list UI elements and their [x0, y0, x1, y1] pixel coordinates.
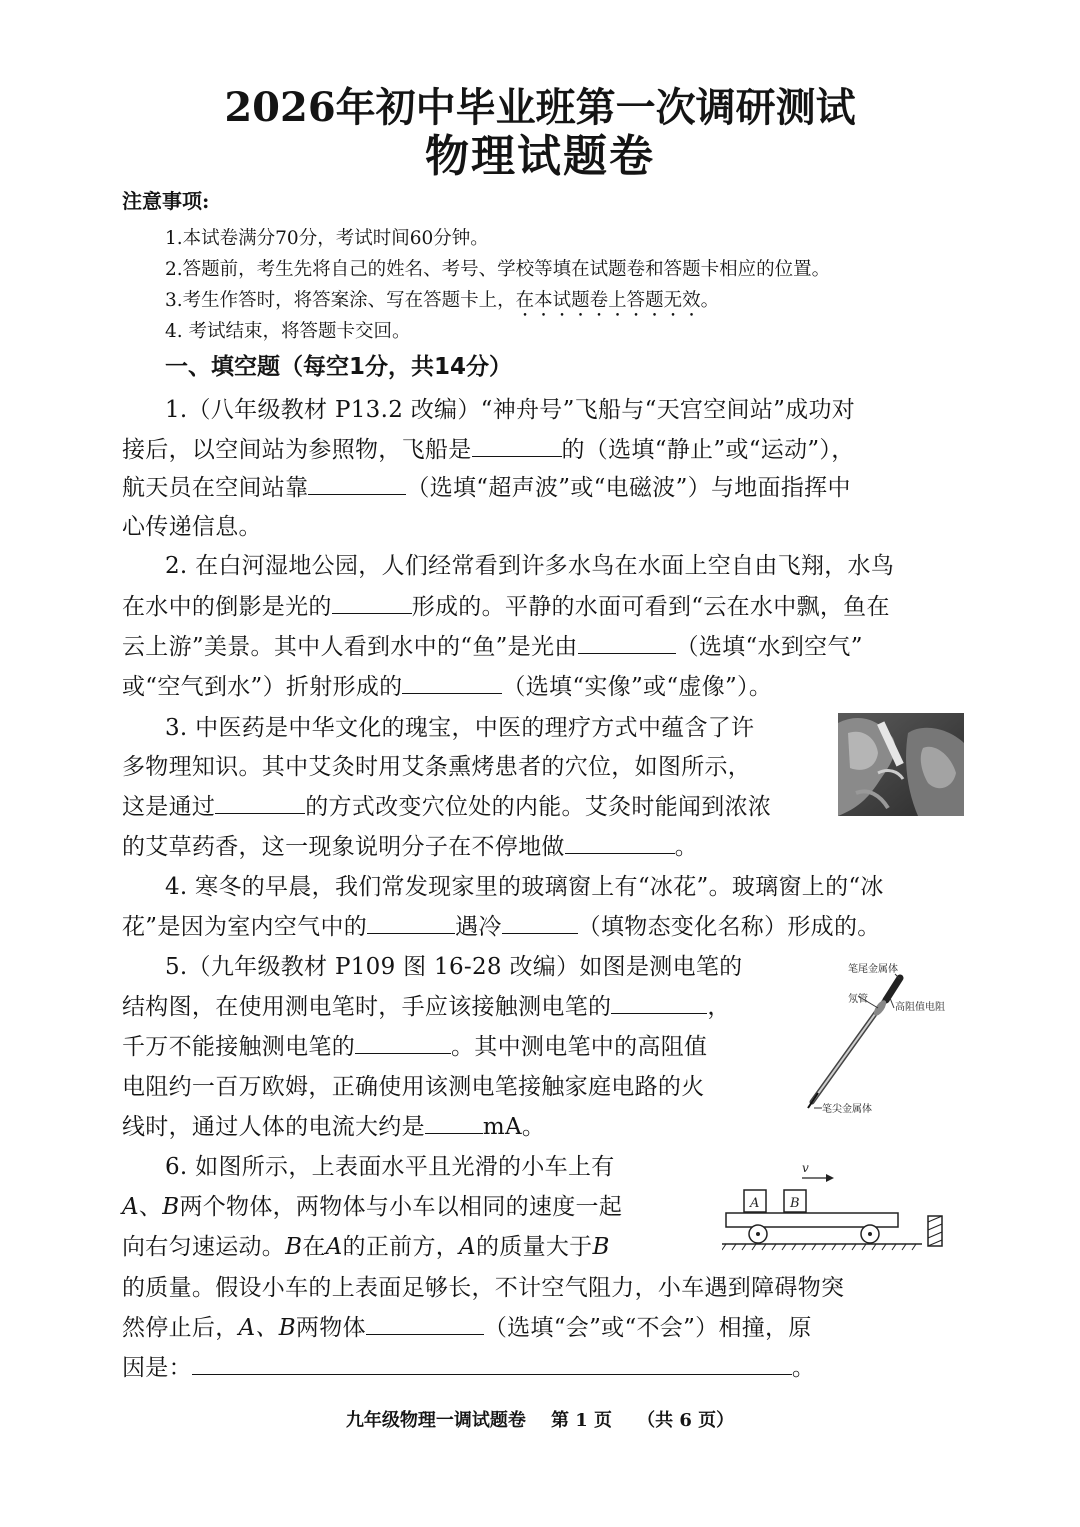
- q6-text: B: [162, 1194, 180, 1220]
- q6-text: 、: [138, 1194, 163, 1220]
- q5-text: mA。: [482, 1114, 546, 1140]
- label-tail-metal: 笔尾金属体: [848, 964, 898, 975]
- answer-blank[interactable]: [308, 470, 406, 495]
- notice-item-4: 4. 考试结束，将答题卡交回。: [165, 321, 411, 342]
- q2-line-1: 2. 在白河湿地公园，人们经常看到许多水鸟在水面上空自由飞翔，水鸟: [165, 553, 895, 579]
- q6-text: A: [459, 1234, 476, 1260]
- answer-blank[interactable]: [611, 989, 707, 1014]
- label-neon-tube: 氖管: [848, 994, 868, 1005]
- q4-text: 遇冷: [455, 914, 502, 940]
- q6-text: A: [122, 1194, 139, 1220]
- q5-text: ，: [707, 994, 731, 1020]
- q3-text: 的方式改变穴位处的内能。艾灸时能闻到浓浓: [305, 794, 772, 820]
- q6-text: 的质量大于: [475, 1234, 593, 1260]
- answer-blank[interactable]: [192, 1350, 792, 1375]
- q6-line-4: 的质量。假设小车的上表面足够长，不计空气阻力，小车遇到障碍物突: [122, 1275, 845, 1301]
- q3-text: 这是通过: [122, 794, 216, 820]
- cart-diagram: [722, 1158, 952, 1258]
- q2-text: 或“空气到水”）折射形成的: [122, 674, 403, 700]
- q1-line-1: 1.（八年级教材 P13.2 改编）“神舟号”飞船与“天宫空间站”成功对: [165, 397, 856, 423]
- answer-blank[interactable]: [402, 669, 502, 694]
- answer-blank[interactable]: [565, 829, 675, 854]
- section-heading: 一、填空题（每空1分，共14分）: [165, 354, 513, 380]
- q4-text: 花”是因为室内空气中的: [122, 914, 368, 940]
- q6-text: 的正前方，: [342, 1234, 460, 1260]
- block-b-label: B: [790, 1196, 800, 1211]
- answer-blank[interactable]: [366, 1310, 484, 1335]
- obstacle: [928, 1216, 942, 1246]
- notice-heading: 注意事项:: [122, 189, 210, 213]
- arrow-head-icon: [826, 1174, 834, 1182]
- q5-text: 。其中测电笔中的高阻值: [451, 1034, 708, 1060]
- paper-title: 物理试题卷: [425, 131, 655, 182]
- q2-line-4: [122, 667, 772, 707]
- moxibustion-photo: [838, 713, 964, 816]
- q1-text: 接后，以空间站为参照物，飞船是: [122, 437, 472, 463]
- q5-line-1: 5.（九年级教材 P109 图 16-28 改编）如图是测电笔的: [165, 954, 743, 980]
- q5-text: 千万不能接触测电笔的: [122, 1034, 355, 1060]
- q2-text: 云上游”美景。其中人看到水中的“鱼”是光由: [122, 634, 578, 660]
- q2-text: 在水中的倒影是光的: [122, 594, 332, 620]
- q3-text: 。: [674, 834, 699, 860]
- q3-text: 的艾草药香，这一现象说明分子在不停地做: [122, 834, 565, 860]
- q2-text: （选填“水到空气”: [675, 634, 863, 660]
- q6-line-2: [122, 1187, 622, 1227]
- exam-title: 2026年初中毕业班第一次调研测试: [224, 84, 856, 131]
- q6-text: A、B: [238, 1315, 296, 1341]
- q6-text: 。: [791, 1355, 816, 1381]
- answer-blank[interactable]: [355, 1029, 451, 1054]
- q1-text: （选填“超声波”或“电磁波”）与地面指挥中: [406, 475, 851, 501]
- q6-line-6: [122, 1348, 815, 1388]
- notice-item-1: 1.本试卷满分70分，考试时间60分钟。: [165, 228, 489, 249]
- answer-blank[interactable]: [578, 629, 676, 654]
- q5-text: 线时，通过人体的电流大约是: [122, 1114, 425, 1140]
- q4-line-1: 4. 寒冬的早晨，我们常发现家里的玻璃窗上有“冰花”。玻璃窗上的“冰: [165, 874, 884, 900]
- q5-line-4: 电阻约一百万欧姆，正确使用该测电笔接触家庭电路的火: [122, 1074, 705, 1100]
- q1-line-4: 心传递信息。: [122, 514, 262, 540]
- q1-line-2: [122, 430, 855, 470]
- q4-text: （填物态变化名称）形成的。: [577, 914, 881, 940]
- q4-line-2: [122, 907, 881, 947]
- q6-text: 然停止后，: [122, 1315, 239, 1341]
- answer-blank[interactable]: [215, 789, 305, 814]
- label-tip-metal: 笔尖金属体: [822, 1104, 872, 1115]
- q2-text: 形成的。平静的水面可看到“云在水中飘，鱼在: [411, 594, 890, 620]
- q1-text: 的（选填“静止”或“运动”），: [561, 437, 855, 463]
- answer-blank[interactable]: [502, 909, 578, 934]
- notice-item-3-emphasis: 在本试题卷上答题无效。: [515, 290, 720, 311]
- q6-text: （选填“会”或“不会”）相撞，原: [483, 1315, 812, 1341]
- page-footer: 九年级物理一调试题卷 第 1 页 （共 6 页）: [345, 1410, 735, 1431]
- answer-blank[interactable]: [367, 909, 455, 934]
- q6-text: 向右匀速运动。: [122, 1234, 286, 1260]
- q2-line-2: [122, 587, 890, 627]
- test-pen-diagram: [800, 950, 970, 1120]
- answer-blank[interactable]: [425, 1109, 483, 1134]
- q5-line-3: [122, 1027, 707, 1067]
- notice-item-3: [165, 287, 719, 321]
- q1-line-3: [122, 468, 851, 508]
- q6-text: B: [285, 1234, 303, 1260]
- q2-text: （选填“实像”或“虚像”）。: [502, 674, 773, 700]
- q3-line-3: [122, 787, 771, 827]
- q6-text: A: [325, 1234, 343, 1260]
- q2-line-3: [122, 627, 863, 667]
- q6-line-5: [122, 1308, 812, 1348]
- q6-text: 因是：: [122, 1355, 192, 1381]
- velocity-label: v: [802, 1161, 809, 1175]
- block-a-label: A: [750, 1196, 760, 1211]
- q6-text: B: [592, 1234, 610, 1260]
- q6-line-1: 6. 如图所示，上表面水平且光滑的小车上有: [165, 1154, 615, 1180]
- q3-line-4: [122, 827, 698, 867]
- q6-text: 两物体: [295, 1315, 366, 1341]
- q1-text: 航天员在空间站靠: [122, 475, 309, 501]
- q5-line-5: [122, 1107, 545, 1147]
- answer-blank[interactable]: [472, 432, 562, 457]
- notice-item-3-text: 3.考生作答时，将答案涂、写在答题卡上，: [165, 290, 516, 311]
- q6-line-3: [122, 1227, 610, 1267]
- q3-line-1: 3. 中医药是中华文化的瑰宝，中医的理疗方式中蕴含了许: [165, 715, 755, 741]
- q3-line-2: 多物理知识。其中艾灸时用艾条熏烤患者的穴位，如图所示，: [122, 754, 752, 780]
- q5-line-2: [122, 987, 731, 1027]
- answer-blank[interactable]: [332, 589, 412, 614]
- q6-text: 在: [302, 1234, 326, 1260]
- notice-item-2: 2.答题前，考生先将自己的姓名、考号、学校等填在试题卷和答题卡相应的位置。: [165, 259, 831, 280]
- q5-text: 结构图，在使用测电笔时，手应该接触测电笔的: [122, 994, 612, 1020]
- q6-text: 两个物体，两物体与小车以相同的速度一起: [179, 1194, 623, 1220]
- label-high-resistor: 高阻值电阻: [895, 1002, 945, 1013]
